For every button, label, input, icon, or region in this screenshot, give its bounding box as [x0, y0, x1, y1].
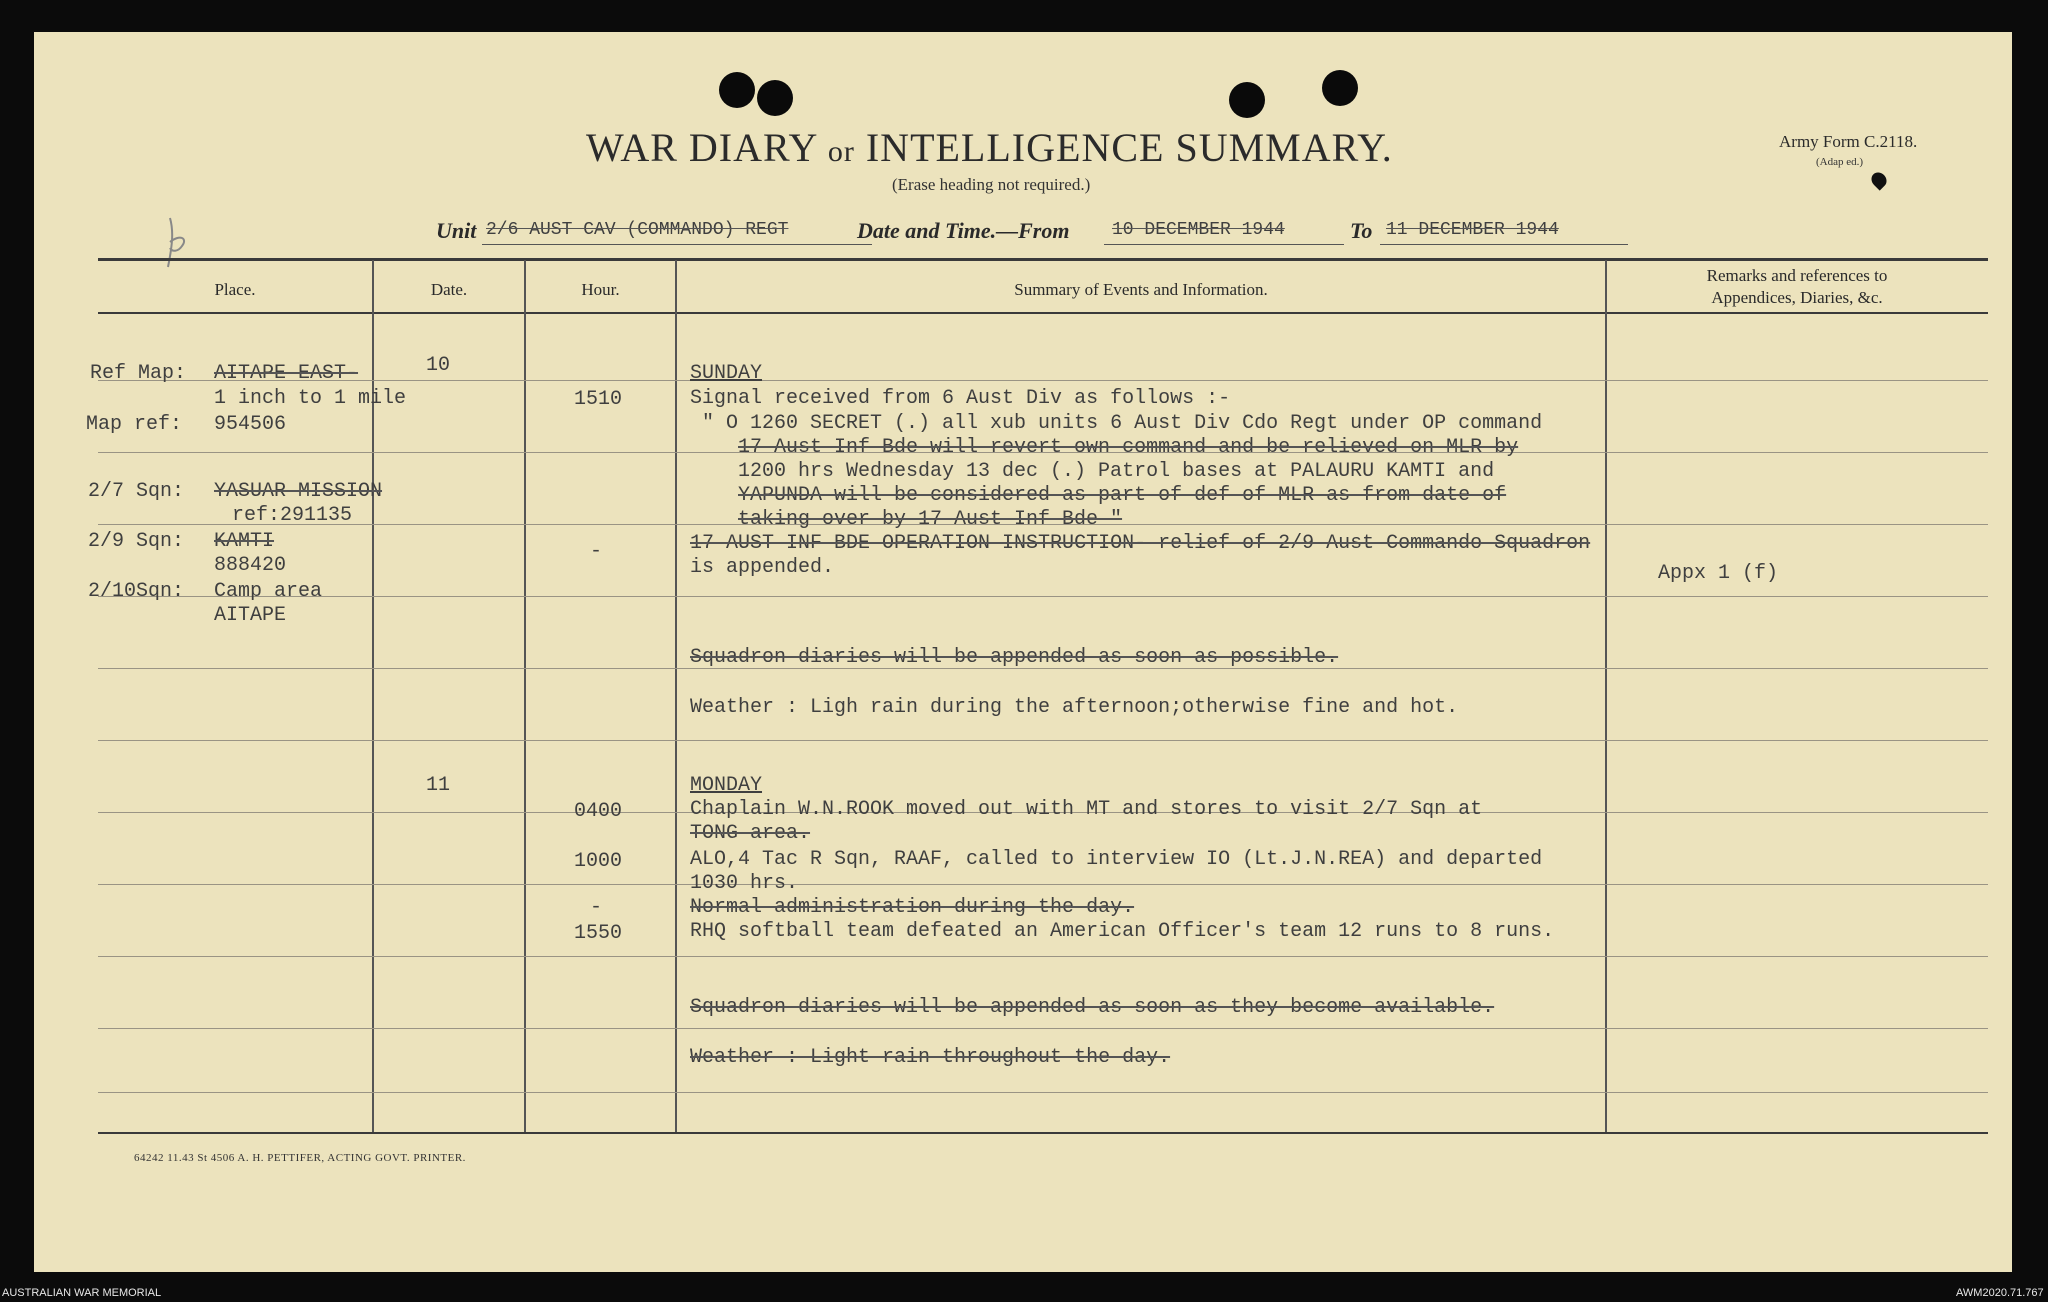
summary-line: Weather : Light rain throughout the day.	[690, 1046, 1171, 1069]
hour-1510: 1510	[574, 388, 623, 411]
remarks-appendix: Appx 1 (f)	[1658, 562, 1779, 585]
place-sqn29-value: KAMTI	[214, 530, 275, 553]
summary-monday-heading: MONDAY	[690, 774, 763, 797]
place-sqn27-label: 2/7 Sqn:	[88, 480, 185, 503]
unit-value: 2/6 AUST CAV (COMMANDO) REGT	[486, 220, 789, 240]
army-form-sub: (Adap ed.)	[1816, 156, 1864, 168]
place-sqn210-label: 2/10Sqn:	[88, 580, 185, 603]
col-header-hour: Hour.	[581, 280, 620, 299]
unit-label: Unit	[436, 218, 477, 243]
place-sqn29-ref: 888420	[214, 554, 287, 577]
hour-1000: 1000	[574, 850, 623, 873]
summary-line: Squadron diaries will be appended as soon as possible.	[690, 646, 1339, 669]
summary-line: " O 1260 SECRET (.) all xub units 6 Aust Div Cdo Regt under OP command	[702, 412, 1543, 435]
summary-line: Normal administration during the day.	[690, 896, 1135, 919]
place-sqn27-ref: ref:291135	[232, 504, 353, 527]
col-header-date: Date.	[430, 280, 468, 299]
summary-line: ALO,4 Tac R Sqn, RAAF, called to interview IO (Lt.J.N.REA) and departed	[690, 848, 1543, 871]
place-ref-map-value: AITAPE EAST-	[214, 362, 359, 385]
summary-line: YAPUNDA will be considered as part of def of MLR as from date of	[738, 484, 1507, 507]
summary-line: is appended.	[690, 556, 835, 579]
archive-strip	[0, 1286, 2048, 1302]
ink-blot-icon	[1868, 169, 1889, 190]
place-sqn29-label: 2/9 Sqn:	[88, 530, 185, 553]
place-scale: 1 inch to 1 mile	[214, 387, 407, 410]
place-sqn210-value: Camp area	[214, 580, 323, 603]
archive-right-label: AWM2020.71.767	[1956, 1287, 2044, 1299]
diary-sheet	[34, 32, 2012, 1272]
summary-line: Squadron diaries will be appended as soon as they become available.	[690, 996, 1495, 1019]
date-11: 11	[426, 774, 451, 797]
summary-line: 1030 hrs.	[690, 872, 799, 895]
punch-hole	[1229, 82, 1265, 118]
table-top-rule	[98, 258, 1988, 261]
place-map-ref-label: Map ref:	[86, 413, 183, 436]
table-bottom-rule	[98, 1132, 1988, 1134]
summary-line: RHQ softball team defeated an American Officer's team 12 runs to 8 runs.	[690, 920, 1555, 943]
summary-sunday-heading: SUNDAY	[690, 362, 763, 385]
summary-line: Weather : Ligh rain during the afternoon;otherwise fine and hot.	[690, 696, 1459, 719]
ruled-line	[98, 1092, 1988, 1093]
title-war-diary: WAR DIARY	[586, 125, 817, 170]
to-underline	[1380, 244, 1628, 245]
place-map-ref-value: 954506	[214, 413, 287, 436]
col-header-place: Place.	[214, 280, 256, 299]
header-bottom-rule	[98, 312, 1988, 314]
ruled-line	[98, 956, 1988, 957]
col-header-remarks-1: Remarks and references to	[1706, 266, 1888, 285]
col-divider-hour	[675, 260, 677, 1132]
ruled-line	[98, 740, 1988, 741]
summary-line: TONG area.	[690, 822, 811, 845]
hour-dash-2: -	[590, 896, 603, 919]
date-time-label: Date and Time.—From	[857, 218, 1070, 243]
title-intelligence-summary: INTELLIGENCE SUMMARY.	[865, 125, 1393, 170]
to-label: To	[1350, 218, 1373, 243]
title-subtitle: (Erase heading not required.)	[892, 175, 1091, 194]
ruled-line	[98, 1028, 1988, 1029]
col-header-summary: Summary of Events and Information.	[1014, 280, 1268, 299]
page-title	[586, 124, 1393, 171]
col-divider-summary	[1605, 260, 1607, 1132]
summary-line: Signal received from 6 Aust Div as follows :-	[690, 387, 1231, 410]
date-10: 10	[426, 354, 451, 377]
punch-hole	[757, 80, 793, 116]
summary-line: taking over by 17 Aust Inf Bde "	[738, 508, 1123, 531]
col-header-remarks-2: Appendices, Diaries, &c.	[1711, 288, 1883, 307]
punch-hole	[1322, 70, 1358, 106]
summary-line: 1200 hrs Wednesday 13 dec (.) Patrol bases at PALAURU KAMTI and	[738, 460, 1495, 483]
from-date-value: 10 DECEMBER 1944	[1112, 220, 1285, 240]
title-or: or	[827, 135, 855, 168]
punch-hole	[719, 72, 755, 108]
hour-0400: 0400	[574, 800, 623, 823]
printer-imprint: 64242 11.43 St 4506 A. H. PETTIFER, ACTING GOVT. PRINTER.	[134, 1152, 466, 1164]
from-underline	[1104, 244, 1344, 245]
summary-line: Chaplain W.N.ROOK moved out with MT and stores to visit 2/7 Sqn at	[690, 798, 1483, 821]
hour-1550: 1550	[574, 922, 623, 945]
place-ref-map-label: Ref Map:	[90, 362, 187, 385]
unit-underline	[482, 244, 872, 245]
archive-left-label: AUSTRALIAN WAR MEMORIAL	[2, 1287, 162, 1299]
ruled-line	[98, 884, 1988, 885]
ruled-line	[98, 596, 1988, 597]
ruled-line	[98, 380, 1988, 381]
pencil-mark-icon	[158, 212, 208, 277]
summary-line: 17 Aust Inf Bde will revert own command and be relieved on MLR by	[738, 436, 1519, 459]
army-form-number: Army Form C.2118.	[1779, 132, 1918, 151]
summary-line: 17 AUST INF BDE OPERATION INSTRUCTION- relief of 2/9 Aust Commando Squadron	[690, 532, 1591, 555]
place-sqn27-value: YASUAR MISSION	[214, 480, 383, 503]
to-date-value: 11 DECEMBER 1944	[1386, 220, 1559, 240]
place-sqn210-value2: AITAPE	[214, 604, 287, 627]
hour-dash-1: -	[590, 540, 603, 563]
col-divider-date	[524, 260, 526, 1132]
